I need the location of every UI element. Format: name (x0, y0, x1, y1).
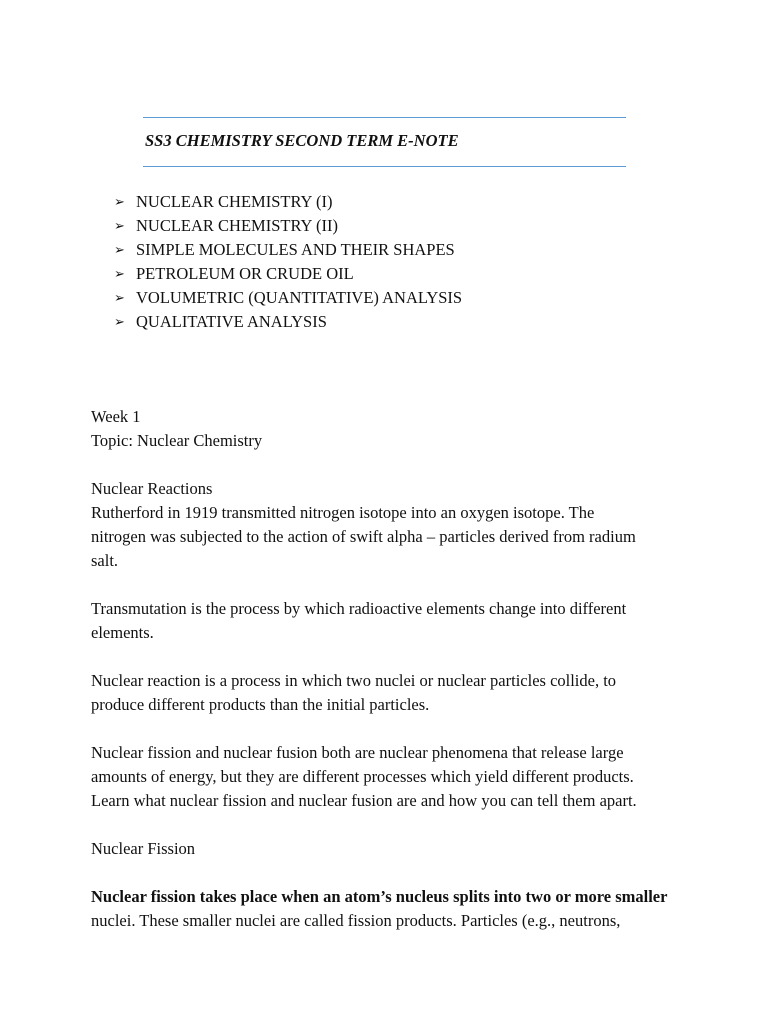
paragraph-line-bold: Nuclear fission takes place when an atom’s nucleus splits into two or more smaller (91, 887, 668, 906)
outline-item (114, 238, 462, 262)
paragraph-line: nitrogen was subjected to the action of swift alpha – particles derived from radium (91, 527, 636, 546)
section-heading-nuclear-reactions: Nuclear Reactions (91, 479, 213, 498)
topic-label: Topic: Nuclear Chemistry (91, 431, 263, 450)
topic-outline-list (114, 190, 462, 334)
title-bottom-rule (143, 166, 626, 167)
paragraph-line: amounts of energy, but they are different processes which yield different products. (91, 767, 634, 786)
outline-item-label: NUCLEAR CHEMISTRY (I) (136, 192, 333, 211)
outline-item (114, 214, 462, 238)
arrow-right-icon: ➢ (114, 242, 125, 257)
outline-item (114, 310, 462, 334)
paragraph-line: Rutherford in 1919 transmitted nitrogen isotope into an oxygen isotope. The (91, 503, 595, 522)
document-body (91, 405, 691, 933)
paragraph-line: produce different products than the initial particles. (91, 695, 430, 714)
arrow-right-icon: ➢ (114, 314, 125, 329)
paragraph-line: salt. (91, 551, 119, 570)
outline-item (114, 286, 462, 310)
outline-item-label: QUALITATIVE ANALYSIS (136, 312, 327, 331)
outline-item-label: VOLUMETRIC (QUANTITATIVE) ANALYSIS (136, 288, 463, 307)
arrow-right-icon: ➢ (114, 194, 125, 209)
title-top-rule (143, 117, 626, 118)
paragraph-line: elements. (91, 623, 154, 642)
paragraph-line: Learn what nuclear fission and nuclear fusion are and how you can tell them apart. (91, 791, 637, 810)
paragraph-line: nuclei. These smaller nuclei are called fission products. Particles (e.g., neutrons, (91, 911, 621, 930)
paragraph-line: Nuclear reaction is a process in which two nuclei or nuclear particles collide, to (91, 671, 617, 690)
document-title: SS3 CHEMISTRY SECOND TERM E-NOTE (145, 131, 459, 150)
arrow-right-icon: ➢ (114, 218, 125, 233)
week-label: Week 1 (91, 407, 141, 426)
arrow-right-icon: ➢ (114, 266, 125, 281)
outline-item-label: NUCLEAR CHEMISTRY (II) (136, 216, 338, 235)
outline-item (114, 262, 462, 286)
arrow-right-icon: ➢ (114, 290, 125, 305)
outline-item-label: PETROLEUM OR CRUDE OIL (136, 264, 354, 283)
section-heading-nuclear-fission: Nuclear Fission (91, 839, 196, 858)
paragraph-line: Nuclear fission and nuclear fusion both are nuclear phenomena that release large (91, 743, 624, 762)
outline-item-label: SIMPLE MOLECULES AND THEIR SHAPES (136, 240, 455, 259)
outline-item (114, 190, 462, 214)
paragraph-line: Transmutation is the process by which radioactive elements change into different (91, 599, 627, 618)
